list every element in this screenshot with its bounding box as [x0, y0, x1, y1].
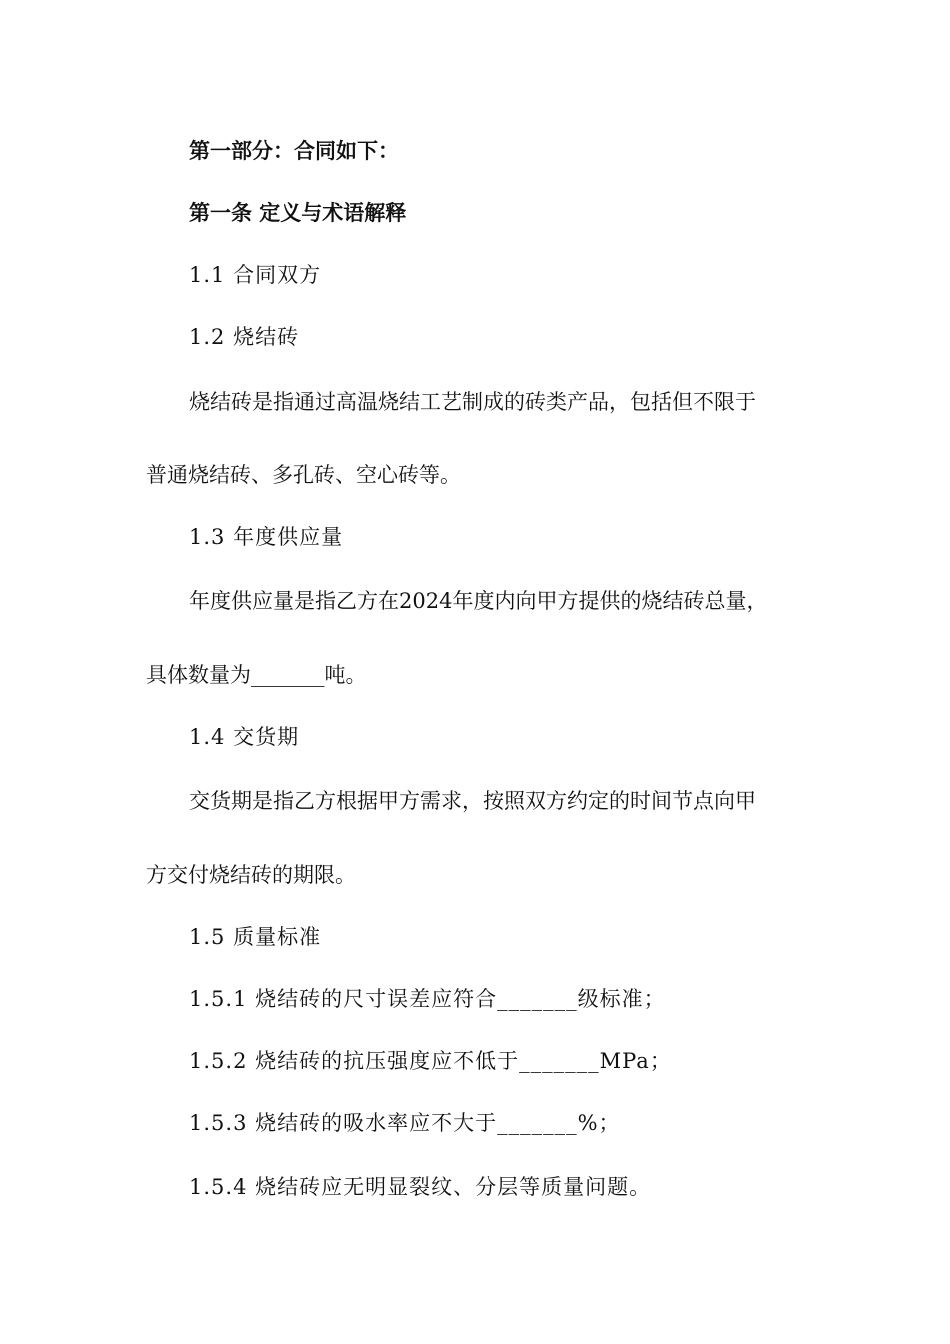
section-1-5-heading: 1.5 质量标准: [189, 925, 322, 949]
part-title: 第一部分：合同如下：: [189, 139, 399, 163]
section-1-1-heading: 1.1 合同双方: [189, 263, 322, 287]
section-1-4-paragraph-line-1: 交货期是指乙方根据甲方需求，按照双方约定的时间节点向甲: [189, 789, 756, 813]
section-1-4-paragraph-line-2: 方交付烧结砖的期限。: [146, 863, 356, 887]
section-1-5-3-item: 1.5.3 烧结砖的吸水率应不大于_______%；: [189, 1111, 621, 1135]
section-1-3-heading: 1.3 年度供应量: [189, 525, 344, 549]
section-1-5-1-item: 1.5.1 烧结砖的尺寸误差应符合_______级标准；: [189, 987, 666, 1011]
section-1-3-paragraph-line-2: 具体数量为_______吨。: [146, 663, 367, 687]
article-title: 第一条 定义与术语解释: [189, 201, 407, 225]
section-1-5-2-item: 1.5.2 烧结砖的抗压强度应不低于_______MPa；: [189, 1049, 672, 1073]
section-1-3-paragraph-line-1: 年度供应量是指乙方在2024年度内向甲方提供的烧结砖总量，: [189, 589, 768, 613]
section-1-2-paragraph-line-2: 普通烧结砖、多孔砖、空心砖等。: [146, 463, 461, 487]
section-1-2-heading: 1.2 烧结砖: [189, 325, 300, 349]
section-1-2-paragraph-line-1: 烧结砖是指通过高温烧结工艺制成的砖类产品，包括但不限于: [189, 390, 756, 414]
section-1-5-4-item: 1.5.4 烧结砖应无明显裂纹、分层等质量问题。: [189, 1175, 652, 1199]
section-1-4-heading: 1.4 交货期: [189, 725, 300, 749]
